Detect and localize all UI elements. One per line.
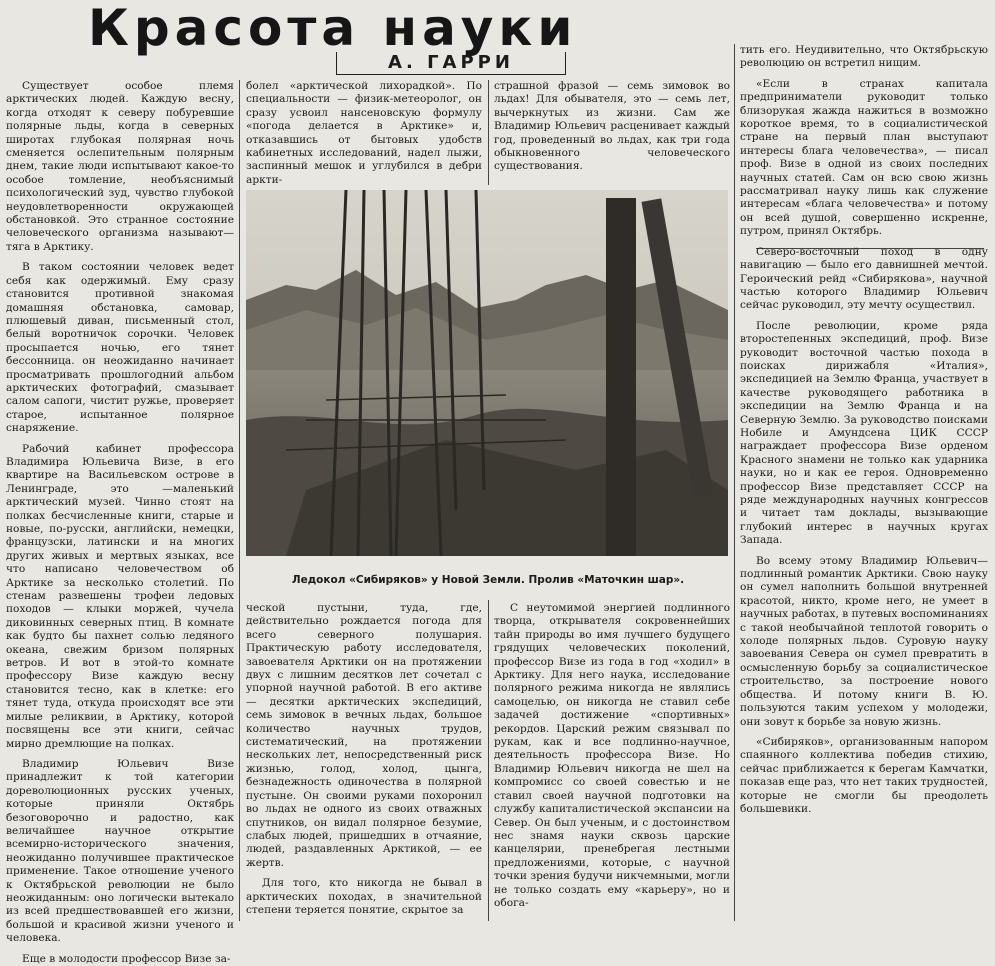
icebreaker-photo <box>246 190 728 556</box>
paragraph: С неутомимой энергией подлинного творца, открывателя сокровеннейших тайн природы во имя лучшего будущего грядущих человеческих поколений, профессор Визе из года в год «ходил» в Арктику. Для него наука, исследование полярного режима никогда не являлись самоцелью, он никогда не ставил себе задачей достижение «спортивных» рекордов. Царский режим связывал по рукам, как и все подлинно-научное, деятельность профессора Визе. Но Владимир Юльевич никогда не шел на компромисс со своей совестью и не ставил своей научной подготовки на службу капиталистической экспансии на Север. Он был ученым, и с достоинством нес знамя науки сквозь царские канцелярии, пренебрегая лестными предложениями, которые, с научной точки зрения будучи никчемными, могли не только создать ему «карьеру», но и обога- <box>494 602 730 909</box>
column-3-top <box>494 80 730 185</box>
column-2-top <box>246 80 482 185</box>
column-rule <box>488 600 489 921</box>
paragraph: «Если в странах капитала предприниматели руководит только близорукая жажда нажиться в возможно короткое время, то в социалистической стране на первый план выступают интересы блага человечества», — писал проф. Визе в одной из своих последних научных статей. Сам он всю свою жизнь рассматривал науку лишь как служение интересам «блага человечества» и потому он всей душой, совершенно искренне, путром, принял Октябрь. <box>740 77 988 238</box>
column-rule <box>239 80 240 921</box>
column-2-bottom <box>246 602 482 921</box>
photo-illustration <box>246 190 728 556</box>
column-3-bottom <box>494 602 730 921</box>
headline: Красота науки <box>88 0 578 57</box>
paragraph: В таком состоянии человек ведет себя как одержимый. Ему сразу становится противной знакомая домашняя обстановка, самовар, плюшевый диван, письменный стол, белый воротничок сорочки. Человек просыпается ночью, его тянет бессонница. он неожиданно начинает просматривать прошлогодний альбом арктических фотографий, смазывает салом сапоги, чистит ружье, проверяет старое, испытанное полярное снаряжение. <box>6 261 234 435</box>
column-4 <box>740 44 988 921</box>
column-1 <box>6 80 234 965</box>
paragraph: Владимир Юльевич Визе принадлежит к той категории дореволюционных русских ученых, которые приняли Октябрь безоговорочно и радостно, как величайшее научное открытие всемирно-исторического значения, неожиданно получившее практическое применение. Такое отношение ученого к Октябрьской революции не было неожиданным: оно логически вытекало из всей предшествовавшей его жизни, большой и красивой жизни ученого и человека. <box>6 757 234 945</box>
paragraph: Для того, кто никогда не бывал в арктических походах, в значительной степени теряется понятие, скрытое за <box>246 877 482 916</box>
column-rule <box>734 44 735 921</box>
paragraph: «Сибиряков», организованным напором спаянного коллектива победив стихию, сейчас приближается к берегам Камчатки, показав еще раз, что нет таких трудностей, которые не смогли бы преодолеть большевики. <box>740 735 988 815</box>
paragraph: ческой пустыни, туда, где, действительно рождается погода для всего северного полушария. Практическую работу исследователя, завоевателя Арктики он на протяжении двух с лишним десятков лет сочетал с упорной научной работой. В его активе — десятки арктических экспедиций, семь зимовок в вечных льдах, большое количество научных трудов, систематический, на протяжении нескольких лет, непосредственный риск жизнью, голод, холод, цынга, безнадежность одиночества в полярной пустыне. Он своими руками похоронил во льдах не одного из своих отважных спутников, он видал полярное безумие, слабых людей, пришедших в отчаяние, людей, раздавленных Арктикой, — ее жертв. <box>246 602 482 869</box>
paragraph: Существует особое племя арктических людей. Каждую весну, когда отходят к северу побуревшие полярные льды, когда в северных широтах глубокая полярная ночь сменяется ослепительным полярным днем, такие люди испытывают какое-то особое томление, необъяснимый психологический зуд, чувство глубокой неудовлетворенности окружающей обстановкой. Это странное состояние человеческого организма называют—тяга в Арктику. <box>6 80 234 253</box>
paragraph: Северо-восточный поход в одну навигацию — было его давнишней мечтой. Героический рейд «Сибирякова», научной частью которого Владимир Юльевич сейчас руководил, эту мечту осуществил. <box>740 245 988 312</box>
photo-caption: Ледокол «Сибиряков» у Новой Земли. Пролив «Маточкин шар». <box>291 574 685 586</box>
paragraph: тить его. Неудивительно, что Октябрьскую революцию он встретил нищим. <box>740 44 988 70</box>
byline: А. ГАРРИ <box>336 52 566 75</box>
paragraph: Еще в молодости профессор Визе за- <box>22 952 231 965</box>
column-rule <box>488 80 489 185</box>
paragraph: страшной фразой — семь зимовок во льдах! Для обывателя, это — семь лет, вычеркнутых из жизни. Сам же Владимир Юльевич расценивает каждый год, проведенный во льдах, как три года обыкновенного человеческого существования. <box>494 80 730 173</box>
paragraph: болел «арктической лихорадкой». По специальности — физик-метеоролог, он сразу усвоил нансеновскую формулу «погода делается в Арктике» и, отказавшись от бытовых удобств кабинетных исследований, надел лыжи, заспинный мешок и углубился в дебри аркти- <box>246 80 482 186</box>
paragraph: После революции, кроме ряда второстепенных экспедиций, проф. Визе руководит восточной частью похода в поисках дирижабля «Италия», экспедицией на Землю Франца, участвует в качестве руководящего работника в экспедиции на Землю Франца и на Северную Землю. За руководство поисками Нобиле и Амундсена ЦИК СССР награждает профессора Визе орденом Красного знамени не только как ударника науки, но и как ее героя. Одновременно профессор Визе представляет СССР на ряде международных научных конгрессов и читает там доклады, вызывающие глубокий интерес в научных кругах Запада. <box>740 319 988 547</box>
paragraph: Во всему этому Владимир Юльевич—подлинный романтик Арктики. Свою науку он сумел наполнить большой внутренней красотой, никто, кроме него, не умеет в научных работах, в путевых воспоминаниях с такой необычайной теплотой говорить о холоде полярных льдов. Суровую науку завоевания Севера он сумел превратить в осмысленную борьбу за социалистическое строительство, за построение нового общества. И потому книги В. Ю. пользуются таким успехом у молодежи, они зовут к борьбе за новую жизнь. <box>740 554 988 728</box>
paragraph: Рабочий кабинет профессора Владимира Юльевича Визе, в его квартире на Васильевском острове в Ленинграде, это —маленький арктический музей. Чинно стоят на полках бесчисленные книги, старые и новые, по-русски, английски, немецки, французски, латински и на многих других живых и мертвых языках, все что написано человечеством об Арктике за несколько столетий. По стенам развешены трофеи ледовых походов — клыки моржей, чучела диковинных северных птиц. В комнате как будто бы пахнет солью ледяного океана, свежим бризом полярных ветров. И вот в этой-то комнате профессору Визе каждую весну становится тесно, как в клетке: его тянет туда, откуда происходят все эти милые реликвии, в Арктику, которой посвящены все эти книги, сейчас мирно дремлющие на полках. <box>6 442 234 750</box>
